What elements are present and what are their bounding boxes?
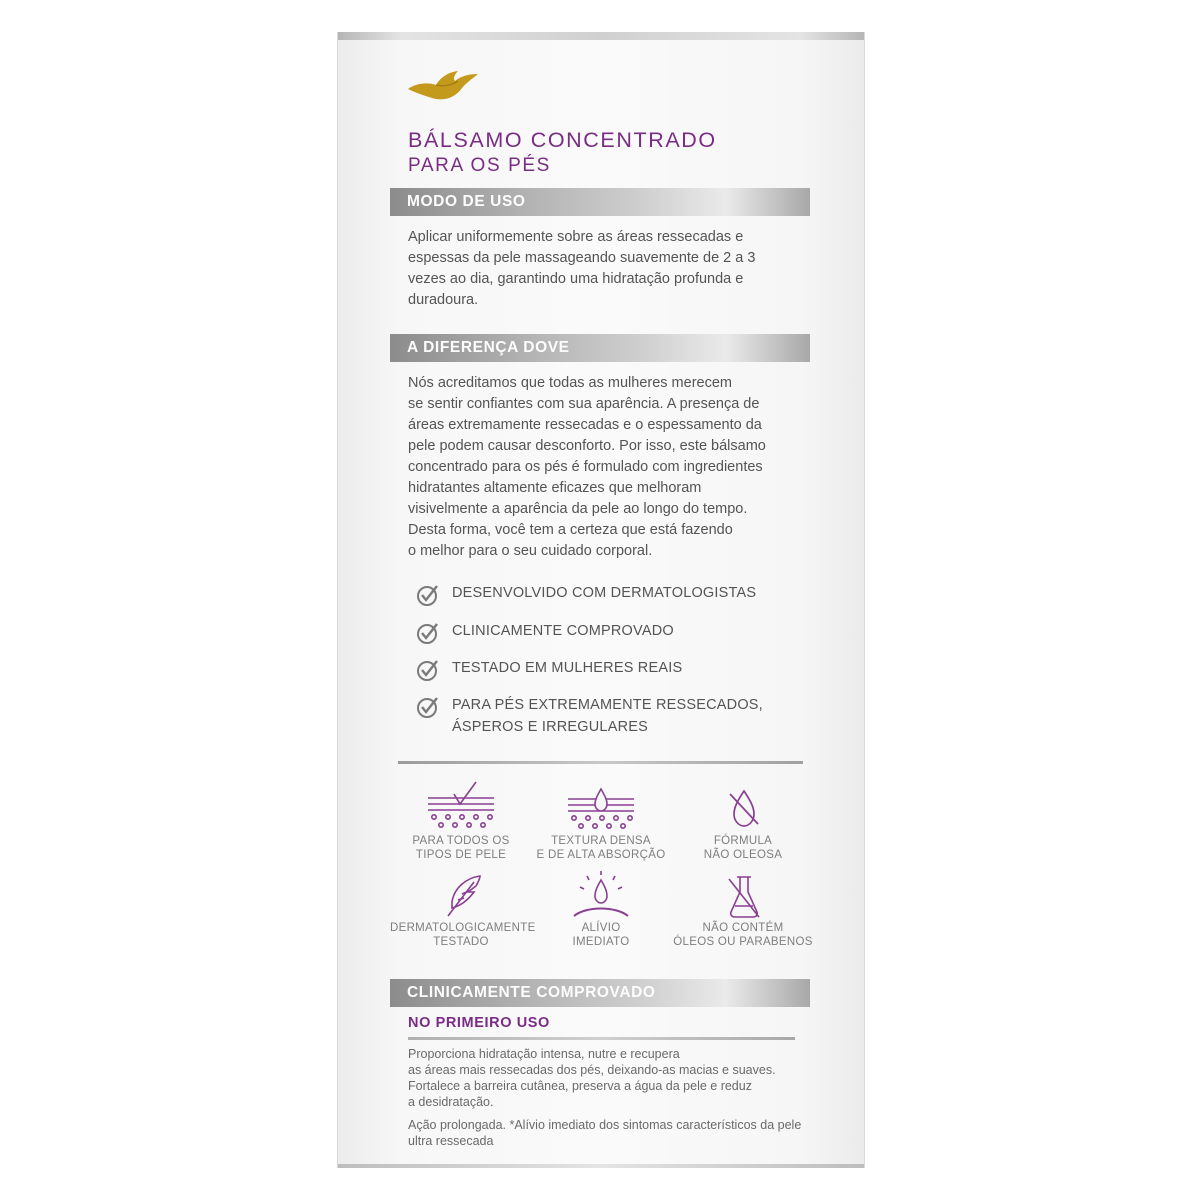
dove-bird-icon bbox=[406, 68, 480, 104]
product-title-line1: BÁLSAMO CONCENTRADO bbox=[408, 128, 717, 152]
feather-icon bbox=[444, 874, 484, 918]
icon-label-line: ÓLEOS OU PARABENOS bbox=[673, 936, 813, 948]
text-line: Aplicar uniformemente sobre as áreas ressecadas e bbox=[408, 229, 744, 245]
modo-de-uso-text bbox=[408, 227, 755, 311]
product-title-line2: PARA OS PÉS bbox=[408, 155, 551, 176]
text-line: Ação prolongada. *Alívio imediato dos sintomas característicos da pele bbox=[408, 1118, 802, 1132]
relief-drop-icon bbox=[572, 870, 630, 918]
check-circle-icon bbox=[416, 695, 440, 719]
clinical-text bbox=[408, 1046, 776, 1110]
icon-label-line: TESTADO bbox=[433, 936, 489, 948]
diferenca-dove-heading: A DIFERENÇA DOVE bbox=[390, 334, 810, 362]
box-top-edge bbox=[338, 32, 864, 40]
no-flask-icon bbox=[726, 874, 762, 920]
icon-label-line: DERMATOLOGICAMENTE bbox=[390, 922, 536, 934]
text-line: vezes ao dia, garantindo uma hidratação profunda e bbox=[408, 271, 744, 287]
check-circle-icon bbox=[416, 621, 440, 645]
icon-label bbox=[390, 921, 536, 949]
skin-check-icon bbox=[426, 780, 496, 830]
icon-label bbox=[530, 834, 672, 862]
claim-text: TESTADO EM MULHERES REAIS bbox=[452, 660, 683, 676]
claim-text: ÁSPEROS E IRREGULARES bbox=[452, 719, 648, 735]
text-line: Fortalece a barreira cutânea, preserva a água da pele e reduz bbox=[408, 1079, 752, 1093]
text-line: espessas da pele massageando suavemente de 2 a 3 bbox=[408, 250, 756, 266]
product-box-back bbox=[337, 32, 865, 1168]
icon-label-line: PARA TODOS OS bbox=[412, 835, 510, 847]
box-bottom-edge bbox=[338, 1164, 864, 1168]
icon-label-line: ALÍVIO bbox=[581, 922, 621, 934]
claim-text: DESENVOLVIDO COM DERMATOLOGISTAS bbox=[452, 585, 757, 601]
clinicamente-comprovado-heading: CLINICAMENTE COMPROVADO bbox=[390, 979, 810, 1007]
skin-drop-icon bbox=[566, 787, 636, 831]
text-line: duradoura. bbox=[408, 292, 479, 308]
clinical-footnote bbox=[408, 1117, 801, 1149]
text-line: hidratantes altamente eficazes que melhoram bbox=[408, 480, 702, 496]
text-line: concentrado para os pés é formulado com ingredientes bbox=[408, 459, 763, 475]
divider bbox=[408, 1037, 795, 1040]
icon-label-line: IMEDIATO bbox=[572, 936, 630, 948]
icon-label bbox=[530, 921, 672, 949]
icon-label-line: NÃO CONTÉM bbox=[702, 922, 784, 934]
claim-item bbox=[416, 582, 756, 607]
text-line: Desta forma, você tem a certeza que está fazendo bbox=[408, 522, 733, 538]
text-line: ultra ressecada bbox=[408, 1134, 494, 1148]
divider bbox=[398, 761, 803, 764]
icon-label-line: FÓRMULA bbox=[713, 835, 773, 847]
claim-text: PARA PÉS EXTREMAMENTE RESSECADOS, bbox=[452, 697, 763, 713]
icon-label-line: TIPOS DE PELE bbox=[415, 849, 507, 861]
text-line: áreas extremamente ressecadas e o espessamento da bbox=[408, 417, 762, 433]
icon-label-line: E DE ALTA ABSORÇÃO bbox=[536, 849, 666, 861]
no-primeiro-uso-subheading: NO PRIMEIRO USO bbox=[408, 1015, 550, 1031]
icon-label bbox=[668, 921, 818, 949]
claim-item bbox=[416, 694, 763, 738]
text-line: se sentir confiantes com sua aparência. A presença de bbox=[408, 396, 760, 412]
no-oil-drop-icon bbox=[727, 788, 761, 830]
text-line: pele podem causar desconforto. Por isso, este bálsamo bbox=[408, 438, 766, 454]
claim-text: CLINICAMENTE COMPROVADO bbox=[452, 623, 674, 639]
check-circle-icon bbox=[416, 583, 440, 607]
text-line: Nós acreditamos que todas as mulheres merecem bbox=[408, 375, 732, 391]
check-circle-icon bbox=[416, 658, 440, 682]
diferenca-dove-text bbox=[408, 373, 766, 562]
text-line: a desidratação. bbox=[408, 1095, 494, 1109]
modo-de-uso-heading: MODO DE USO bbox=[390, 188, 810, 216]
text-line: as áreas mais ressecadas dos pés, deixando-as macias e suaves. bbox=[408, 1063, 776, 1077]
text-line: o melhor para o seu cuidado corporal. bbox=[408, 543, 653, 559]
text-line: visivelmente a aparência da pele ao longo do tempo. bbox=[408, 501, 748, 517]
claim-item bbox=[416, 620, 674, 645]
icon-label bbox=[673, 834, 813, 862]
icon-label-line: TEXTURA DENSA bbox=[551, 835, 651, 847]
claim-item bbox=[416, 657, 682, 682]
icon-label-line: NÃO OLEOSA bbox=[703, 849, 783, 861]
icon-label bbox=[390, 834, 532, 862]
text-line: Proporciona hidratação intensa, nutre e recupera bbox=[408, 1047, 680, 1061]
